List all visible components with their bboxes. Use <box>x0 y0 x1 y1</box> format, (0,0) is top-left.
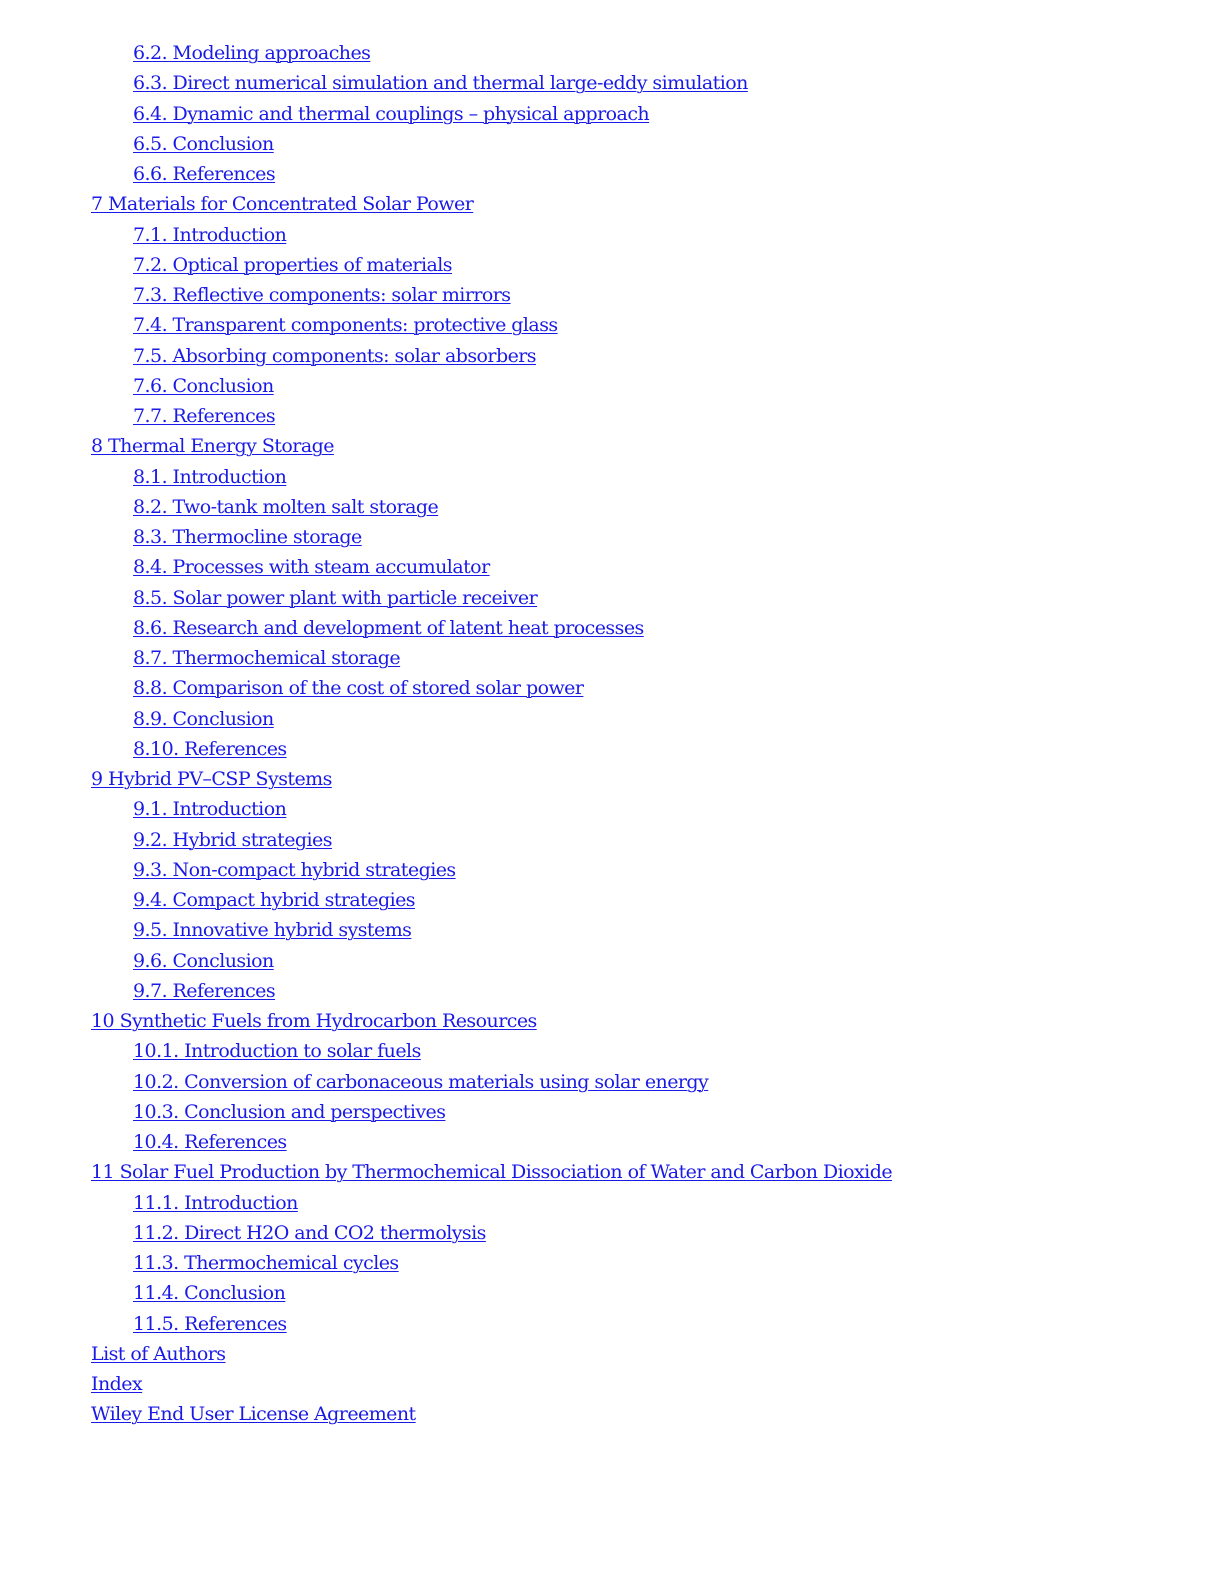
toc-subsection-item <box>91 794 1171 824</box>
toc-subsection-item <box>91 129 1171 159</box>
toc-subsection-link[interactable]: 7.1. Introduction <box>133 223 287 246</box>
toc-subsection-link[interactable]: 11.5. References <box>133 1312 287 1335</box>
toc-subsection-link[interactable]: 6.5. Conclusion <box>133 132 274 155</box>
toc-subsection-link[interactable]: 8.9. Conclusion <box>133 707 274 730</box>
toc-subsection-item <box>91 1309 1171 1339</box>
toc-chapter-link[interactable]: 8 Thermal Energy Storage <box>91 435 334 458</box>
toc-subsection-item <box>91 613 1171 643</box>
toc-subsection-item <box>91 492 1171 522</box>
toc-subsection-item <box>91 643 1171 673</box>
toc-subsection-link[interactable]: 8.3. Thermocline storage <box>133 526 362 548</box>
toc-subsection-link[interactable]: 9.7. References <box>133 979 276 1002</box>
toc-subsection-link[interactable]: 8.10. References <box>133 737 287 760</box>
toc-subsection-link[interactable]: 8.6. Research and development of latent heat processes <box>133 616 644 639</box>
toc-subsection-item <box>91 38 1171 68</box>
toc-subsection-item <box>91 280 1171 310</box>
toc-subsection-item <box>91 250 1171 280</box>
toc-chapter-item <box>91 1369 1171 1399</box>
toc-chapter-item <box>91 1339 1171 1369</box>
toc-subsection-item <box>91 159 1171 189</box>
toc-subsection-link[interactable]: 9.2. Hybrid strategies <box>133 828 332 851</box>
toc-subsection-item <box>91 522 1171 552</box>
toc-subsection-link[interactable]: 7.3. Reflective components: solar mirrors <box>133 284 511 306</box>
toc-subsection-item <box>91 220 1171 250</box>
toc-subsection-item <box>91 1097 1171 1127</box>
toc-subsection-link[interactable]: 7.7. References <box>133 405 276 427</box>
toc-chapter-item <box>91 1399 1171 1429</box>
toc-subsection-item <box>91 552 1171 582</box>
toc-subsection-link[interactable]: 9.5. Innovative hybrid systems <box>133 919 412 942</box>
toc-subsection-link[interactable]: 7.5. Absorbing components: solar absorbers <box>133 344 536 367</box>
toc-subsection-link[interactable]: 8.5. Solar power plant with particle receiver <box>133 586 538 609</box>
toc-subsection-item <box>91 1036 1171 1066</box>
toc-chapter-item <box>91 764 1171 794</box>
toc-subsection-link[interactable]: 10.4. References <box>133 1131 287 1153</box>
toc-subsection-link[interactable]: 7.4. Transparent components: protective glass <box>133 314 558 337</box>
toc-subsection-item <box>91 915 1171 945</box>
toc-subsection-link[interactable]: 10.1. Introduction to solar fuels <box>133 1040 421 1063</box>
toc-subsection-link[interactable]: 10.3. Conclusion and perspectives <box>133 1100 446 1123</box>
toc-chapter-link[interactable]: 9 Hybrid PV–CSP Systems <box>91 768 332 790</box>
toc-subsection-link[interactable]: 6.2. Modeling approaches <box>133 42 371 64</box>
toc-chapter-item <box>91 189 1171 219</box>
toc-subsection-link[interactable]: 8.1. Introduction <box>133 465 287 488</box>
toc-subsection-item <box>91 825 1171 855</box>
toc-subsection-item <box>91 1188 1171 1218</box>
toc-subsection-link[interactable]: 11.2. Direct H2O and CO2 thermolysis <box>133 1221 486 1244</box>
toc-subsection-item <box>91 1248 1171 1278</box>
toc-subsection-item <box>91 462 1171 492</box>
toc-subsection-item <box>91 704 1171 734</box>
toc-subsection-link[interactable]: 11.4. Conclusion <box>133 1282 286 1305</box>
toc-subsection-item <box>91 371 1171 401</box>
toc-chapter-item <box>91 431 1171 461</box>
toc-chapter-link[interactable]: 10 Synthetic Fuels from Hydrocarbon Resources <box>91 1010 537 1032</box>
toc-subsection-item <box>91 310 1171 340</box>
toc-subsection-item <box>91 68 1171 98</box>
toc-subsection-item <box>91 1218 1171 1248</box>
table-of-contents <box>91 38 1171 1430</box>
toc-subsection-item <box>91 341 1171 371</box>
toc-subsection-link[interactable]: 7.2. Optical properties of materials <box>133 253 452 276</box>
toc-subsection-link[interactable]: 11.1. Introduction <box>133 1191 298 1214</box>
toc-subsection-link[interactable]: 11.3. Thermochemical cycles <box>133 1252 399 1274</box>
toc-subsection-item <box>91 673 1171 703</box>
toc-chapter-link[interactable]: Index <box>91 1373 143 1395</box>
toc-chapter-link[interactable]: 11 Solar Fuel Production by Thermochemical Dissociation of Water and Carbon Dioxide <box>91 1161 893 1184</box>
toc-subsection-item <box>91 946 1171 976</box>
toc-subsection-item <box>91 1127 1171 1157</box>
toc-subsection-item <box>91 885 1171 915</box>
toc-subsection-item <box>91 583 1171 613</box>
toc-chapter-link[interactable]: 7 Materials for Concentrated Solar Power <box>91 193 474 216</box>
toc-chapter-item <box>91 1157 1171 1187</box>
toc-subsection-link[interactable]: 8.7. Thermochemical storage <box>133 647 401 669</box>
toc-subsection-link[interactable]: 6.3. Direct numerical simulation and thermal large-eddy simulation <box>133 72 748 95</box>
toc-subsection-link[interactable]: 6.6. References <box>133 163 276 185</box>
toc-subsection-link[interactable]: 9.6. Conclusion <box>133 949 274 972</box>
toc-subsection-item <box>91 734 1171 764</box>
toc-subsection-item <box>91 99 1171 129</box>
toc-subsection-item <box>91 1067 1171 1097</box>
toc-chapter-link[interactable]: Wiley End User License Agreement <box>91 1403 416 1426</box>
toc-subsection-link[interactable]: 10.2. Conversion of carbonaceous materials using solar energy <box>133 1070 709 1093</box>
toc-subsection-link[interactable]: 7.6. Conclusion <box>133 374 274 397</box>
toc-subsection-item <box>91 855 1171 885</box>
toc-subsection-link[interactable]: 9.1. Introduction <box>133 798 287 821</box>
toc-subsection-link[interactable]: 9.4. Compact hybrid strategies <box>133 889 415 911</box>
toc-subsection-link[interactable]: 6.4. Dynamic and thermal couplings – physical approach <box>133 102 650 125</box>
toc-chapter-link[interactable]: List of Authors <box>91 1342 226 1365</box>
toc-chapter-item <box>91 1006 1171 1036</box>
toc-subsection-link[interactable]: 8.4. Processes with steam accumulator <box>133 556 490 579</box>
toc-subsection-item <box>91 1278 1171 1308</box>
toc-subsection-link[interactable]: 8.2. Two-tank molten salt storage <box>133 495 439 518</box>
toc-subsection-link[interactable]: 9.3. Non-compact hybrid strategies <box>133 858 456 881</box>
toc-subsection-item <box>91 976 1171 1006</box>
toc-subsection-link[interactable]: 8.8. Comparison of the cost of stored solar power <box>133 677 584 700</box>
toc-subsection-item <box>91 401 1171 431</box>
